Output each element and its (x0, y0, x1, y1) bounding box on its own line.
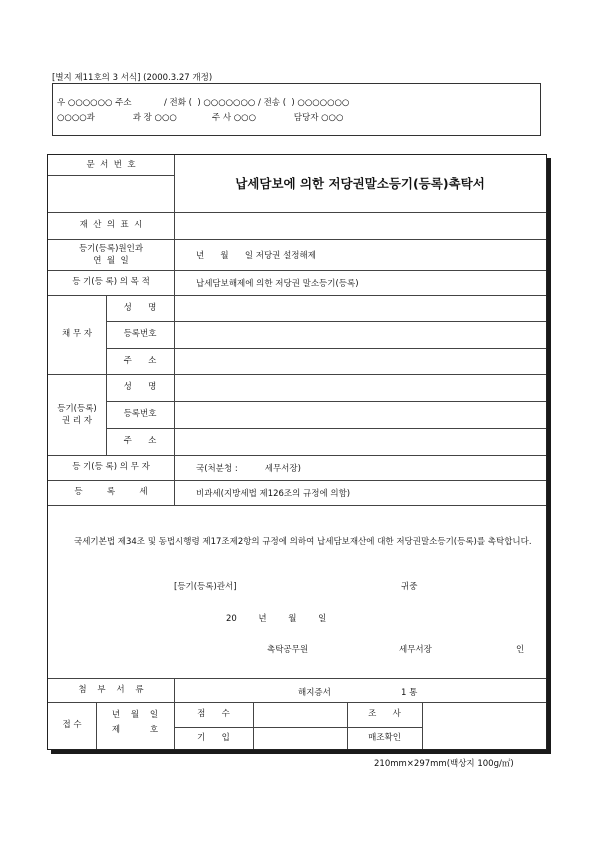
purpose-value[interactable]: 납세담보해제에 의한 저당권 말소등기(등록) (196, 278, 359, 289)
debtor-name-field[interactable] (174, 295, 546, 321)
paper-spec-footer: 210mm×297mm(백상지 100g/㎡) (374, 759, 514, 769)
commission-form (47, 154, 547, 750)
addressee-label: 귀중 (401, 582, 418, 592)
gieip-field[interactable] (253, 727, 347, 749)
josa-label: 조 사 (368, 709, 401, 719)
maejo-confirm-field[interactable] (422, 727, 546, 749)
registration-tax-label: 등 록 세 (74, 487, 148, 497)
rightholder-label: 등기(등록) 권 리 자 (57, 403, 97, 426)
rightholder-address-field[interactable] (174, 428, 546, 455)
gieip-label: 기 입 (197, 732, 230, 743)
property-value[interactable] (174, 212, 546, 239)
commissioning-official-label: 촉탁공무원 (267, 645, 309, 655)
cause-label: 등기(등록)원인과 연 월 일 (78, 243, 144, 266)
attachment-count: 1 통 (401, 688, 418, 698)
registry-office-label: [등기(등록)관서] (174, 582, 237, 592)
maejo-confirm-label: 매조확인 (368, 732, 401, 743)
cause-value[interactable]: 년 월 일 저당권 설정해제 (196, 250, 316, 261)
receipt-date-label: 년 월 일 (111, 709, 159, 720)
property-label: 재 산 의 표 시 (79, 220, 143, 230)
receipt-label: 접 수 (62, 720, 82, 730)
debtor-regno-field[interactable] (174, 321, 546, 348)
rightholder-regno-label: 등록번호 (123, 409, 157, 419)
debtor-address-field[interactable] (174, 348, 546, 374)
form-title: 납세담보에 의한 저당권말소등기(등록)촉탁서 (235, 176, 485, 191)
commission-body-text: 국세기본법 제34조 및 동법시행령 제17조제2항의 규정에 의하여 납세담보재산에 대한 저당권말소등기(등록)를 촉탁합니다. (74, 537, 532, 547)
registration-tax-value: 비과세(지방세법 제126조의 규정에 의함) (196, 488, 351, 499)
purpose-label: 등 기(등 록) 의 목 적 (72, 277, 150, 287)
debtor-address-label: 주 소 (123, 355, 157, 366)
debtor-regno-label: 등록번호 (123, 329, 157, 339)
rightholder-name-field[interactable] (174, 374, 546, 401)
seal-mark: 인 (516, 645, 525, 655)
obligor-label: 등 기(등 록) 의 무 자 (72, 462, 150, 472)
doc-number-label: 문 서 번 호 (86, 159, 136, 170)
date-line[interactable]: 20 년 월 일 (226, 614, 327, 624)
tax-office-head-label: 세무서장 (399, 645, 432, 655)
sender-info-box (52, 83, 541, 136)
rightholder-name-label: 성 명 (123, 382, 157, 392)
debtor-label: 채 무 자 (61, 329, 93, 339)
attachment-document: 해지증서 (298, 688, 331, 698)
debtor-name-label: 성 명 (123, 302, 157, 313)
jeopsu-label: 점 수 (197, 709, 230, 719)
receipt-number-label: 제 호 (111, 724, 159, 735)
sender-address-line: 우 ○○○○○○ 주소 / 전화 ( ) ○○○○○○○ / 전송 ( ) ○○○○○○○ (57, 98, 350, 108)
jeopsu-field[interactable] (253, 702, 347, 727)
josa-field[interactable] (422, 702, 546, 727)
sender-staff-line: ○○○○과 과 장 ○○○ 주 사 ○○○ 담당자 ○○○ (57, 113, 344, 123)
attachments-label: 첨 부 서 류 (78, 684, 144, 695)
rightholder-regno-field[interactable] (174, 401, 546, 428)
rightholder-address-label: 주 소 (123, 436, 157, 446)
obligor-value[interactable]: 국(처분청 : 세무서장) (196, 463, 301, 474)
form-number-note: [별지 제11호의 3 서식] (2000.3.27 개정) (52, 73, 213, 83)
